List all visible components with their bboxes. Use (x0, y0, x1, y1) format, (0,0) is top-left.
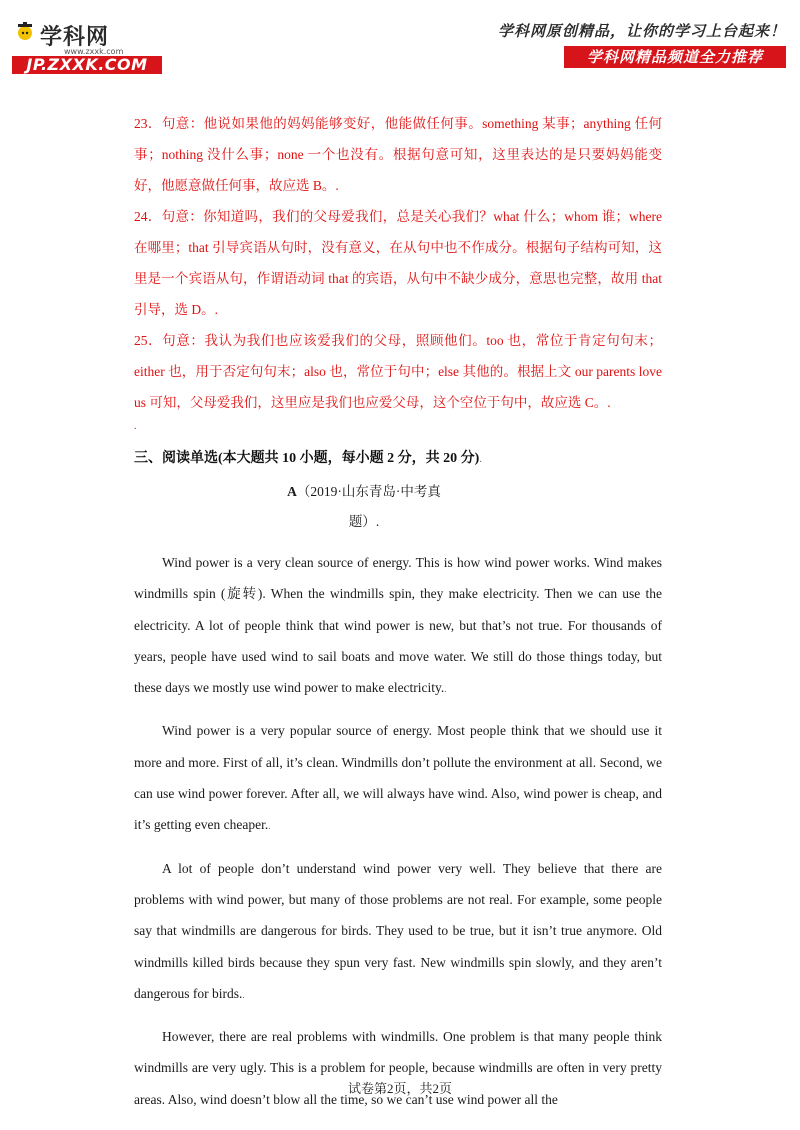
logo-url: www.zxxk.com (64, 47, 124, 56)
answer-tail-mark: . (134, 421, 137, 432)
paragraph-text: Wind power is a very clean source of energy. This is how wind power works. Wind makes windmills spin (旋转). When the windmills spin, they make electricity. Then we can use the electricity. A lot of people think that wind power is new, but that’s not true. For thousands of years, people have used wind to sail boats and move water. We still do those things today, but these days we mostly use wind power to make electricity. (134, 555, 662, 696)
header-slogan: 学科网原创精品，让你的学习上台起来！ (497, 22, 786, 40)
paragraph-mark: . (444, 684, 447, 695)
paragraph-mark: . (242, 989, 245, 1000)
page-footer: 试卷第2页，共2页 (347, 1081, 452, 1096)
answer-25: 25．句意：我认为我们也应该爱我们的父母，照顾他们。too 也，常位于肯定句句末；either 也，用于否定句句末；also 也，常位于句中；else 其他的。根据上文 our parents love us 可知，父母爱我们，这里应是我们也应爱父母，这个空位于句中，故应选 C。. (134, 333, 662, 410)
zxxk-logo[interactable] (12, 14, 162, 74)
passage-paragraph-4 (134, 1021, 662, 1117)
passage-paragraph-2 (134, 715, 662, 842)
header-banner: 学科网精品频道全力推荐 (564, 46, 786, 68)
passage-source-mark: . (375, 514, 380, 529)
passage-paragraph-1 (134, 547, 662, 705)
section-title-text: 三、阅读单选(本大题共 10 小题，每小题 2 分，共 20 分) (134, 451, 480, 466)
paragraph-mark: . (268, 821, 271, 832)
passage-heading (274, 477, 454, 537)
answer-23: 23．句意：他说如果他的妈妈能够变好，他能做任何事。something 某事；anything 任何事；nothing 没什么事；none 一个也没有。根据句意可知，这里表达的是只要妈妈能变好，他愿意做任何事，故应选 B。. (134, 116, 662, 193)
paragraph-text: A lot of people don’t understand wind power very well. They believe that there are problems with wind power, but many of those problems are not real. For example, some people say that windmills are dangerous for birds. They used to be true, but it isn’t true anymore. Old windmills killed birds because they spun very fast. New windmills spin slowly, and they aren’t dangerous for birds. (134, 860, 662, 1001)
section-title-mark: . (479, 454, 482, 465)
logo-text: 学科网 (40, 25, 110, 50)
page-header (0, 0, 800, 80)
logo-domain: JP.ZXXK.COM (12, 56, 162, 74)
passage-paragraph-3 (134, 853, 662, 1011)
mascot-icon (16, 22, 34, 42)
passage-letter: A (287, 484, 297, 499)
paragraph-text: However, there are real problems with windmills. One problem is that many people think windmills are very ugly. This is a problem for people, because windmills are often in very pretty areas. Also, wind doesn’t blow all the time, so we can’t use wind power all the (134, 1029, 662, 1107)
paragraph-text: Wind power is a very popular source of energy. Most people think that we should use it more and more. First of all, it’s clean. Windmills don’t pollute the environment at all. Second, we can use wind power forever. After all, we will always have wind. Also, wind power is cheap, and it’s getting even cheaper. (134, 723, 662, 833)
section-title (134, 448, 662, 471)
answer-24: 24．句意：你知道吗，我们的父母爱我们，总是关心我们？what 什么；whom 谁；where 在哪里；that 引导宾语从句时，没有意义，在从句中也不作成分。根据句子结构可知，这里是一个宾语从句，作谓语动词 that 的宾语，从句中不缺少成分，意思也完整，故用 that 引导，选 D。. (134, 209, 662, 317)
page-content (134, 108, 662, 1117)
passage-source: （2019·山东青岛·中考真题） (296, 484, 441, 529)
